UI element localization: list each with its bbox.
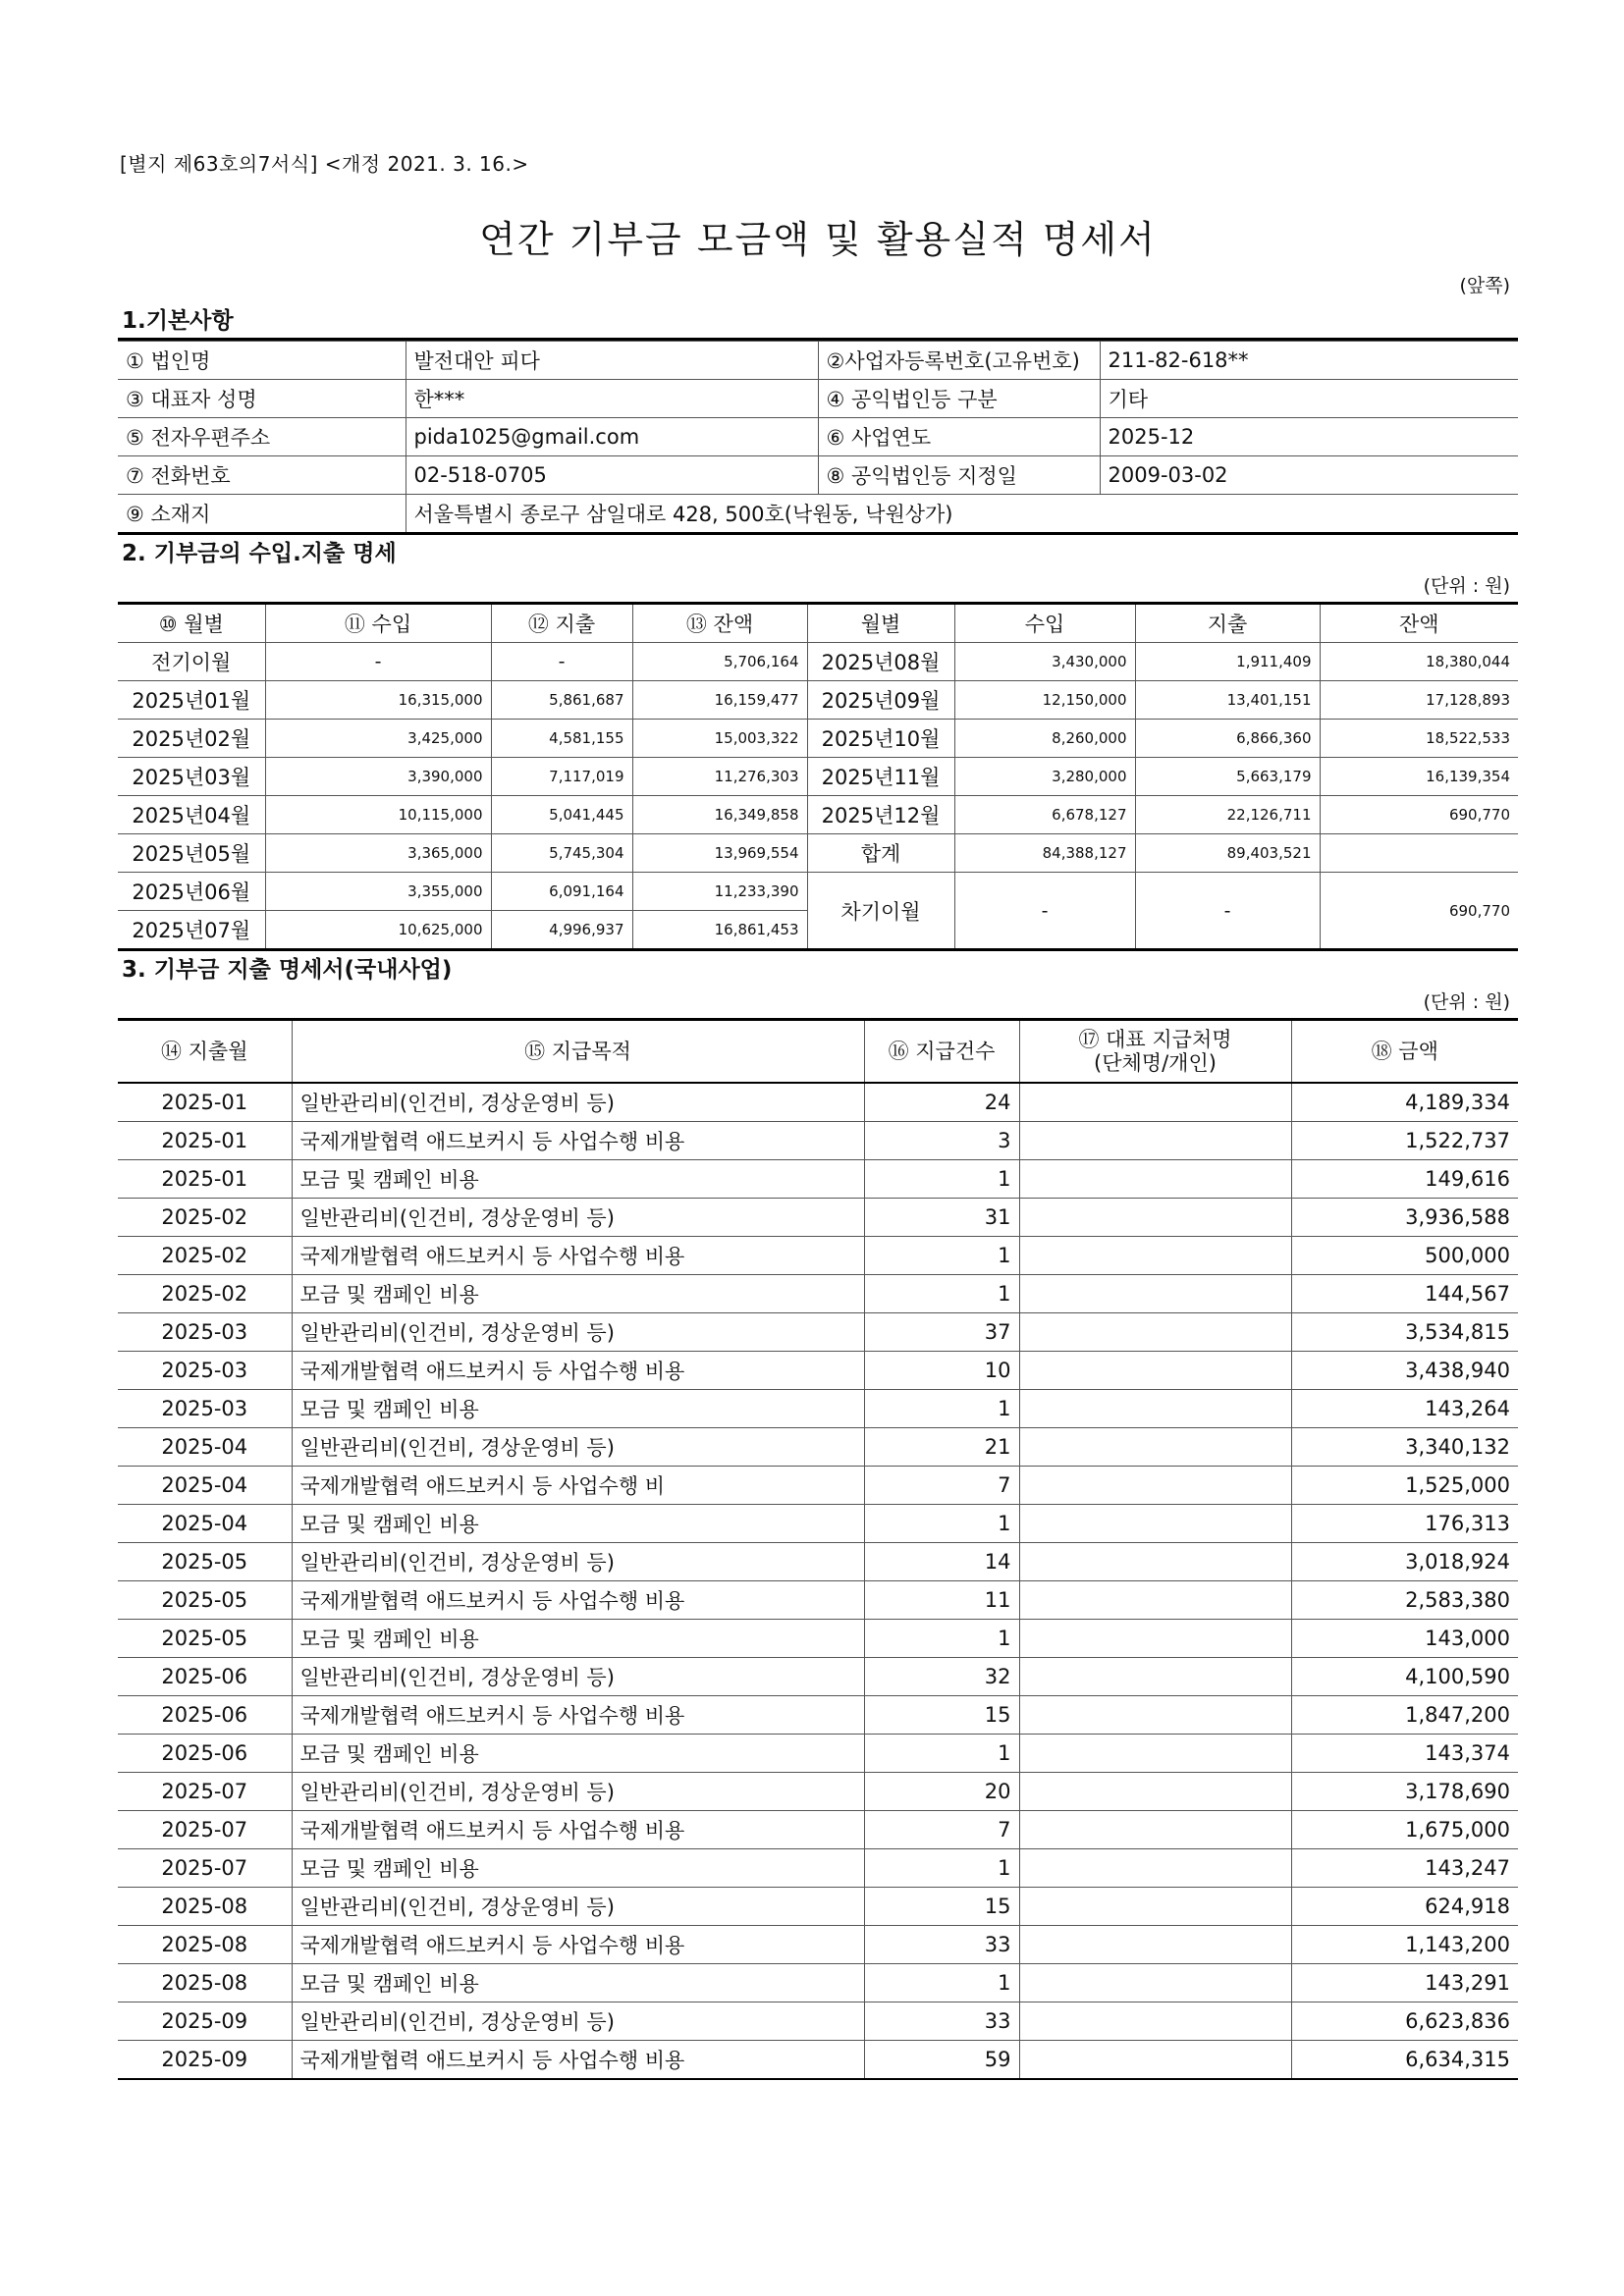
field-value: 211-82-618**	[1100, 342, 1518, 380]
expense-payee	[1019, 1926, 1291, 1964]
expense-count: 7	[864, 1467, 1019, 1505]
field-value: pida1025@gmail.com	[406, 418, 818, 456]
month-cell: 2025년09월	[807, 681, 954, 720]
balance-cell: 16,349,858	[632, 796, 807, 834]
expense-month: 2025-08	[118, 1888, 292, 1926]
expense-cell: 7,117,019	[491, 758, 632, 796]
income-cell: 16,315,000	[265, 681, 491, 720]
expense-month: 2025-03	[118, 1352, 292, 1390]
expense-purpose: 일반관리비(인건비, 경상운영비 등)	[292, 1658, 864, 1696]
expense-count: 1	[864, 1620, 1019, 1658]
month-cell: 2025년06월	[118, 873, 265, 911]
form-number: [별지 제63호의7서식] <개정 2021. 3. 16.>	[120, 152, 529, 176]
expense-cell: 13,401,151	[1135, 681, 1320, 720]
table-row	[118, 2041, 1518, 2080]
expense-count: 33	[864, 2002, 1019, 2041]
expense-purpose: 일반관리비(인건비, 경상운영비 등)	[292, 1428, 864, 1467]
balance-cell	[1320, 834, 1518, 873]
income-cell: 3,390,000	[265, 758, 491, 796]
expense-count: 1	[864, 1275, 1019, 1313]
expense-payee	[1019, 1390, 1291, 1428]
expense-amount: 1,847,200	[1291, 1696, 1518, 1735]
address-value: 서울특별시 종로구 삼일대로 428, 500호(낙원동, 낙원상가)	[406, 495, 1518, 534]
expense-count: 15	[864, 1888, 1019, 1926]
expense-count: 1	[864, 1390, 1019, 1428]
expense-purpose: 국제개발협력 애드보커시 등 사업수행 비용	[292, 1581, 864, 1620]
expense-cell: 5,861,687	[491, 681, 632, 720]
income-cell: 6,678,127	[954, 796, 1135, 834]
expense-payee	[1019, 1543, 1291, 1581]
expense-purpose: 모금 및 캠페인 비용	[292, 1505, 864, 1543]
expense-month: 2025-02	[118, 1275, 292, 1313]
flow-row	[118, 796, 1518, 834]
expense-amount: 143,247	[1291, 1849, 1518, 1888]
expense-amount: 3,936,588	[1291, 1199, 1518, 1237]
month-cell: 2025년05월	[118, 834, 265, 873]
expense-count: 1	[864, 1849, 1019, 1888]
expense-purpose: 국제개발협력 애드보커시 등 사업수행 비용	[292, 1122, 864, 1160]
field-label: ④ 공익법인등 구분	[818, 380, 1100, 418]
flow-header: 수입	[954, 604, 1135, 643]
expense-amount: 144,567	[1291, 1275, 1518, 1313]
field-label: ②사업자등록번호(고유번호)	[818, 342, 1100, 380]
expense-purpose: 일반관리비(인건비, 경상운영비 등)	[292, 1888, 864, 1926]
expense-cell: 4,996,937	[491, 911, 632, 950]
expense-count: 15	[864, 1696, 1019, 1735]
month-cell: 2025년11월	[807, 758, 954, 796]
balance-cell: 17,128,893	[1320, 681, 1518, 720]
expense-count: 59	[864, 2041, 1019, 2080]
balance-cell: 13,969,554	[632, 834, 807, 873]
table-row	[118, 1390, 1518, 1428]
expense-purpose: 국제개발협력 애드보커시 등 사업수행 비용	[292, 1811, 864, 1849]
expense-amount: 1,675,000	[1291, 1811, 1518, 1849]
table-row	[118, 1811, 1518, 1849]
income-cell: 3,425,000	[265, 720, 491, 758]
table-row	[118, 1696, 1518, 1735]
income-cell: 3,430,000	[954, 643, 1135, 681]
expense-cell: 22,126,711	[1135, 796, 1320, 834]
table-row	[118, 1237, 1518, 1275]
section1-heading: 1.기본사항	[118, 302, 1518, 341]
expense-payee	[1019, 1237, 1291, 1275]
table-row	[118, 1888, 1518, 1926]
table-row	[118, 1926, 1518, 1964]
month-cell: 2025년03월	[118, 758, 265, 796]
expense-purpose: 모금 및 캠페인 비용	[292, 1390, 864, 1428]
header-month: ⑭ 지출월	[118, 1020, 292, 1084]
carry-month-cell: 차기이월	[807, 873, 954, 950]
table-row	[118, 1849, 1518, 1888]
expense-amount: 143,000	[1291, 1620, 1518, 1658]
statement-page	[118, 147, 1518, 2080]
side-label: (앞쪽)	[1459, 275, 1510, 296]
field-label: ⑥ 사업연도	[818, 418, 1100, 456]
header-amount: ⑱ 금액	[1291, 1020, 1518, 1084]
income-cell: 3,280,000	[954, 758, 1135, 796]
income-cell: 3,355,000	[265, 873, 491, 911]
income-cell: 84,388,127	[954, 834, 1135, 873]
expense-month: 2025-05	[118, 1581, 292, 1620]
expense-payee	[1019, 2041, 1291, 2080]
expense-payee	[1019, 1964, 1291, 2002]
expense-payee	[1019, 2002, 1291, 2041]
expense-purpose: 일반관리비(인건비, 경상운영비 등)	[292, 2002, 864, 2041]
flow-header: ⑪ 수입	[265, 604, 491, 643]
expense-amount: 143,264	[1291, 1390, 1518, 1428]
expense-amount: 3,340,132	[1291, 1428, 1518, 1467]
table-row	[118, 1505, 1518, 1543]
expense-month: 2025-09	[118, 2002, 292, 2041]
table-row	[118, 1773, 1518, 1811]
expense-month: 2025-01	[118, 1160, 292, 1199]
expense-count: 3	[864, 1122, 1019, 1160]
carry-expense-cell: -	[1135, 873, 1320, 950]
flow-row	[118, 681, 1518, 720]
table-row	[118, 1160, 1518, 1199]
balance-cell: 16,159,477	[632, 681, 807, 720]
field-label: ③ 대표자 성명	[118, 380, 406, 418]
basic-info-table	[118, 341, 1518, 535]
table-row	[118, 2002, 1518, 2041]
expense-purpose: 국제개발협력 애드보커시 등 사업수행 비용	[292, 1696, 864, 1735]
expense-purpose: 모금 및 캠페인 비용	[292, 1849, 864, 1888]
expense-amount: 3,534,815	[1291, 1313, 1518, 1352]
month-cell: 전기이월	[118, 643, 265, 681]
expense-count: 32	[864, 1658, 1019, 1696]
expense-payee	[1019, 1275, 1291, 1313]
expense-purpose: 일반관리비(인건비, 경상운영비 등)	[292, 1083, 864, 1122]
table-row	[118, 1122, 1518, 1160]
expense-purpose: 모금 및 캠페인 비용	[292, 1735, 864, 1773]
basic-info-row	[118, 342, 1518, 380]
flow-header: ⑬ 잔액	[632, 604, 807, 643]
flow-row	[118, 758, 1518, 796]
income-expense-table	[118, 602, 1518, 951]
month-cell: 2025년01월	[118, 681, 265, 720]
month-cell: 합계	[807, 834, 954, 873]
expense-amount: 6,634,315	[1291, 2041, 1518, 2080]
expense-count: 10	[864, 1352, 1019, 1390]
expense-purpose: 일반관리비(인건비, 경상운영비 등)	[292, 1199, 864, 1237]
expense-amount: 2,583,380	[1291, 1581, 1518, 1620]
expense-purpose: 일반관리비(인건비, 경상운영비 등)	[292, 1543, 864, 1581]
expense-amount: 1,525,000	[1291, 1467, 1518, 1505]
header-payee-line2: (단체명/개인)	[1094, 1051, 1217, 1075]
expense-month: 2025-02	[118, 1237, 292, 1275]
table-row	[118, 1275, 1518, 1313]
expense-purpose: 일반관리비(인건비, 경상운영비 등)	[292, 1773, 864, 1811]
expense-amount: 1,522,737	[1291, 1122, 1518, 1160]
section3-unit: (단위 : 원)	[1423, 991, 1510, 1013]
expense-amount: 4,189,334	[1291, 1083, 1518, 1122]
expense-count: 7	[864, 1811, 1019, 1849]
expense-month: 2025-04	[118, 1467, 292, 1505]
expense-month: 2025-01	[118, 1083, 292, 1122]
expense-month: 2025-04	[118, 1505, 292, 1543]
basic-info-row	[118, 456, 1518, 495]
expense-count: 1	[864, 1160, 1019, 1199]
expense-payee	[1019, 1773, 1291, 1811]
expense-count: 14	[864, 1543, 1019, 1581]
expense-count: 11	[864, 1581, 1019, 1620]
expense-count: 1	[864, 1735, 1019, 1773]
expense-month: 2025-08	[118, 1964, 292, 2002]
field-label: ⑦ 전화번호	[118, 456, 406, 495]
header-count: ⑯ 지급건수	[864, 1020, 1019, 1084]
balance-cell: 18,380,044	[1320, 643, 1518, 681]
balance-cell: 5,706,164	[632, 643, 807, 681]
expense-payee	[1019, 1505, 1291, 1543]
expense-cell: 5,745,304	[491, 834, 632, 873]
expense-month: 2025-05	[118, 1543, 292, 1581]
expense-purpose: 국제개발협력 애드보커시 등 사업수행 비	[292, 1467, 864, 1505]
expense-payee	[1019, 1467, 1291, 1505]
section2-heading: 2. 기부금의 수입.지출 명세	[122, 541, 397, 566]
basic-info-row	[118, 380, 1518, 418]
table-row	[118, 1620, 1518, 1658]
table-row	[118, 1083, 1518, 1122]
field-value: 02-518-0705	[406, 456, 818, 495]
expense-count: 1	[864, 1505, 1019, 1543]
expense-cell: 1,911,409	[1135, 643, 1320, 681]
flow-header: 잔액	[1320, 604, 1518, 643]
expense-month: 2025-09	[118, 2041, 292, 2080]
expense-month: 2025-01	[118, 1122, 292, 1160]
table-row	[118, 1735, 1518, 1773]
carry-balance-cell: 690,770	[1320, 873, 1518, 950]
expense-month: 2025-02	[118, 1199, 292, 1237]
expense-purpose: 모금 및 캠페인 비용	[292, 1275, 864, 1313]
field-label: ① 법인명	[118, 342, 406, 380]
section3-heading: 3. 기부금 지출 명세서(국내사업)	[122, 957, 453, 983]
expense-amount: 176,313	[1291, 1505, 1518, 1543]
table-row	[118, 1352, 1518, 1390]
expense-purpose: 모금 및 캠페인 비용	[292, 1620, 864, 1658]
income-cell: 8,260,000	[954, 720, 1135, 758]
basic-info-row	[118, 418, 1518, 456]
expense-month: 2025-03	[118, 1390, 292, 1428]
balance-cell: 690,770	[1320, 796, 1518, 834]
field-value: 발전대안 피다	[406, 342, 818, 380]
expense-payee	[1019, 1352, 1291, 1390]
expense-cell: -	[491, 643, 632, 681]
field-value: 2025-12	[1100, 418, 1518, 456]
table-row	[118, 1964, 1518, 2002]
field-label: ⑤ 전자우편주소	[118, 418, 406, 456]
expense-amount: 143,291	[1291, 1964, 1518, 2002]
expense-payee	[1019, 1811, 1291, 1849]
expense-cell: 5,041,445	[491, 796, 632, 834]
expense-amount: 500,000	[1291, 1237, 1518, 1275]
flow-header: 지출	[1135, 604, 1320, 643]
expense-count: 33	[864, 1926, 1019, 1964]
income-cell: -	[265, 643, 491, 681]
flow-row	[118, 720, 1518, 758]
balance-cell: 15,003,322	[632, 720, 807, 758]
month-cell: 2025년04월	[118, 796, 265, 834]
address-label: ⑨ 소재지	[118, 495, 406, 534]
expense-cell: 4,581,155	[491, 720, 632, 758]
expense-month: 2025-04	[118, 1428, 292, 1467]
expense-amount: 6,623,836	[1291, 2002, 1518, 2041]
page-title: 연간 기부금 모금액 및 활용실적 명세서	[479, 218, 1157, 261]
balance-cell: 11,233,390	[632, 873, 807, 911]
expense-amount: 143,374	[1291, 1735, 1518, 1773]
expense-month: 2025-07	[118, 1773, 292, 1811]
expense-payee	[1019, 1199, 1291, 1237]
field-value: 2009-03-02	[1100, 456, 1518, 495]
expense-payee	[1019, 1122, 1291, 1160]
month-cell: 2025년12월	[807, 796, 954, 834]
header-payee-line1: ⑰ 대표 지급처명	[1078, 1028, 1232, 1051]
flow-row	[118, 643, 1518, 681]
expense-payee	[1019, 1735, 1291, 1773]
flow-row	[118, 834, 1518, 873]
expense-month: 2025-06	[118, 1696, 292, 1735]
expense-purpose: 국제개발협력 애드보커시 등 사업수행 비용	[292, 1237, 864, 1275]
income-cell: 10,115,000	[265, 796, 491, 834]
flow-header: ⑩ 월별	[118, 604, 265, 643]
expense-payee	[1019, 1581, 1291, 1620]
income-cell: 12,150,000	[954, 681, 1135, 720]
expense-payee	[1019, 1696, 1291, 1735]
expense-payee	[1019, 1313, 1291, 1352]
field-value: 한***	[406, 380, 818, 418]
expense-count: 24	[864, 1083, 1019, 1122]
expense-payee	[1019, 1083, 1291, 1122]
expense-payee	[1019, 1620, 1291, 1658]
field-label: ⑧ 공익법인등 지정일	[818, 456, 1100, 495]
expense-purpose: 국제개발협력 애드보커시 등 사업수행 비용	[292, 2041, 864, 2080]
flow-row	[118, 873, 1518, 911]
expense-purpose: 모금 및 캠페인 비용	[292, 1964, 864, 2002]
month-cell: 2025년07월	[118, 911, 265, 950]
expense-count: 20	[864, 1773, 1019, 1811]
carry-income-cell: -	[954, 873, 1135, 950]
month-cell: 2025년08월	[807, 643, 954, 681]
table-row	[118, 1428, 1518, 1467]
expense-payee	[1019, 1658, 1291, 1696]
field-value: 기타	[1100, 380, 1518, 418]
expense-purpose: 국제개발협력 애드보커시 등 사업수행 비용	[292, 1352, 864, 1390]
balance-cell: 18,522,533	[1320, 720, 1518, 758]
expense-count: 1	[864, 1237, 1019, 1275]
expense-count: 1	[864, 1964, 1019, 2002]
balance-cell: 16,139,354	[1320, 758, 1518, 796]
expense-cell: 89,403,521	[1135, 834, 1320, 873]
expense-amount: 1,143,200	[1291, 1926, 1518, 1964]
section2-unit: (단위 : 원)	[1423, 575, 1510, 597]
expense-cell: 6,866,360	[1135, 720, 1320, 758]
expense-cell: 6,091,164	[491, 873, 632, 911]
expense-count: 31	[864, 1199, 1019, 1237]
table-row	[118, 1543, 1518, 1581]
expense-payee	[1019, 1849, 1291, 1888]
balance-cell: 11,276,303	[632, 758, 807, 796]
expense-month: 2025-08	[118, 1926, 292, 1964]
expense-month: 2025-06	[118, 1658, 292, 1696]
expense-amount: 3,178,690	[1291, 1773, 1518, 1811]
expense-month: 2025-07	[118, 1811, 292, 1849]
expense-purpose: 국제개발협력 애드보커시 등 사업수행 비용	[292, 1926, 864, 1964]
expense-amount: 624,918	[1291, 1888, 1518, 1926]
month-cell: 2025년10월	[807, 720, 954, 758]
expense-amount: 3,018,924	[1291, 1543, 1518, 1581]
header-payee	[1019, 1020, 1291, 1084]
table-row	[118, 1199, 1518, 1237]
flow-header: 월별	[807, 604, 954, 643]
expense-count: 21	[864, 1428, 1019, 1467]
expense-purpose: 모금 및 캠페인 비용	[292, 1160, 864, 1199]
income-cell: 10,625,000	[265, 911, 491, 950]
basic-info-row	[118, 495, 1518, 534]
income-cell: 3,365,000	[265, 834, 491, 873]
expense-payee	[1019, 1888, 1291, 1926]
expense-month: 2025-06	[118, 1735, 292, 1773]
month-cell: 2025년02월	[118, 720, 265, 758]
expense-amount: 149,616	[1291, 1160, 1518, 1199]
expense-cell: 5,663,179	[1135, 758, 1320, 796]
expense-payee	[1019, 1160, 1291, 1199]
table-row	[118, 1467, 1518, 1505]
expense-amount: 4,100,590	[1291, 1658, 1518, 1696]
expense-detail-table	[118, 1018, 1518, 2080]
table-row	[118, 1313, 1518, 1352]
expense-month: 2025-03	[118, 1313, 292, 1352]
expense-amount: 3,438,940	[1291, 1352, 1518, 1390]
table-row	[118, 1581, 1518, 1620]
expense-purpose: 일반관리비(인건비, 경상운영비 등)	[292, 1313, 864, 1352]
expense-payee	[1019, 1428, 1291, 1467]
balance-cell: 16,861,453	[632, 911, 807, 950]
header-purpose: ⑮ 지급목적	[292, 1020, 864, 1084]
flow-header: ⑫ 지출	[491, 604, 632, 643]
table-row	[118, 1658, 1518, 1696]
expense-month: 2025-05	[118, 1620, 292, 1658]
expense-month: 2025-07	[118, 1849, 292, 1888]
expense-count: 37	[864, 1313, 1019, 1352]
